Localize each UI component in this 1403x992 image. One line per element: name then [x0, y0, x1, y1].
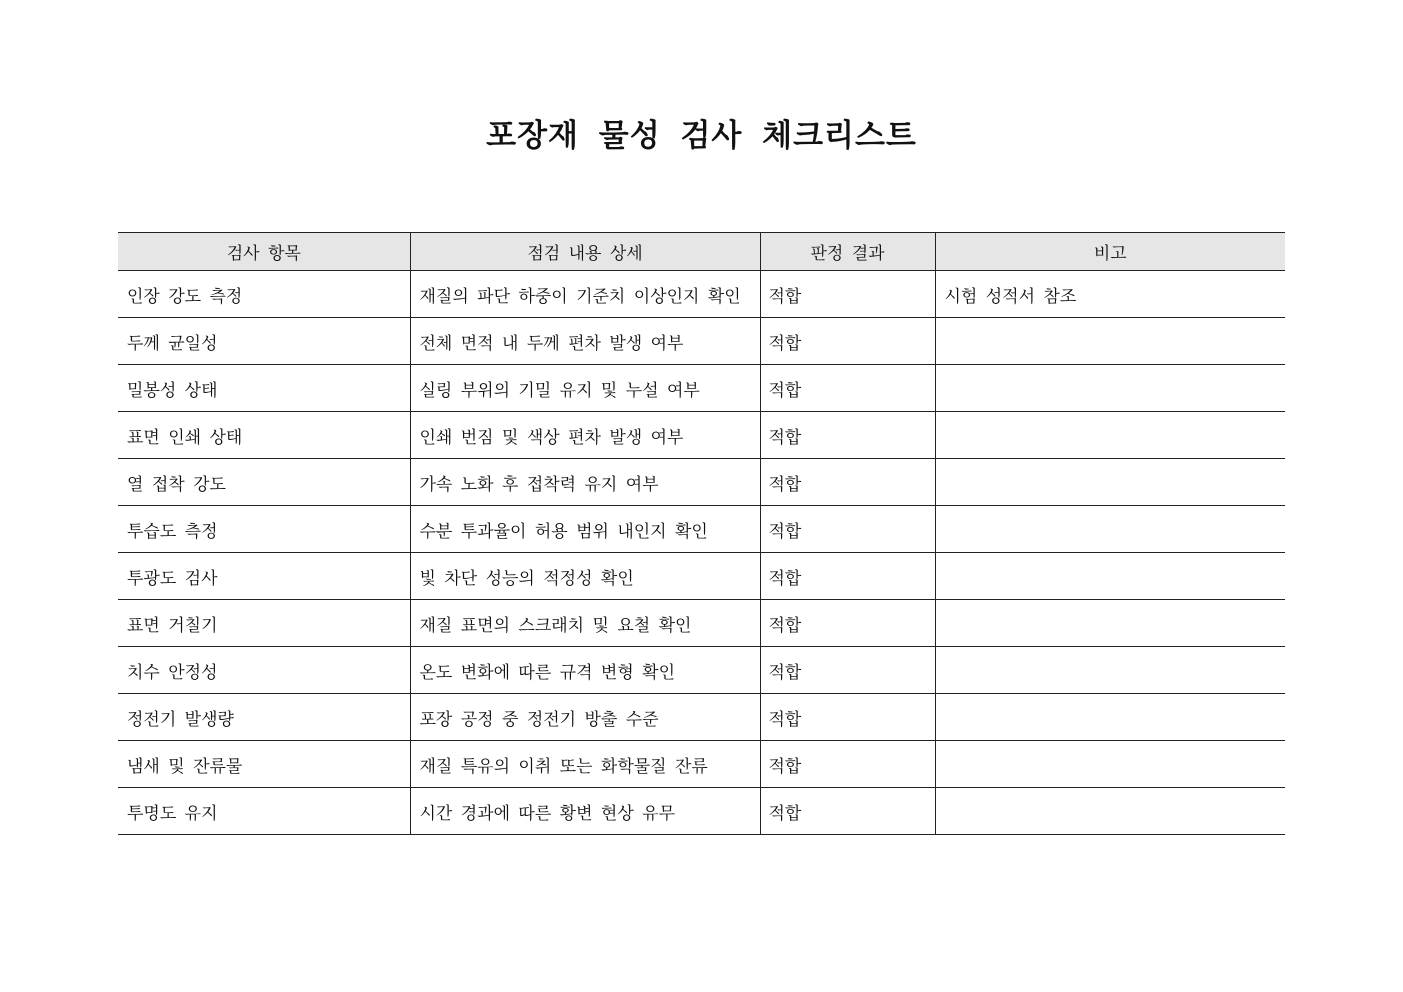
cell-detail: 빛 차단 성능의 적정성 확인	[410, 553, 760, 600]
cell-result: 적합	[760, 365, 935, 412]
table-row	[118, 318, 1285, 365]
cell-detail: 실링 부위의 기밀 유지 및 누설 여부	[410, 365, 760, 412]
header-note: 비고	[935, 233, 1285, 271]
cell-note	[935, 694, 1285, 741]
cell-detail: 재질의 파단 하중이 기준치 이상인지 확인	[410, 271, 760, 318]
cell-result: 적합	[760, 647, 935, 694]
cell-result: 적합	[760, 318, 935, 365]
cell-detail: 재질 특유의 이취 또는 화학물질 잔류	[410, 741, 760, 788]
cell-detail: 전체 면적 내 두께 편차 발생 여부	[410, 318, 760, 365]
cell-detail: 수분 투과율이 허용 범위 내인지 확인	[410, 506, 760, 553]
table-row	[118, 647, 1285, 694]
cell-note: 시험 성적서 참조	[935, 271, 1285, 318]
cell-note	[935, 788, 1285, 835]
table-header-row	[118, 233, 1285, 271]
cell-detail: 가속 노화 후 접착력 유지 여부	[410, 459, 760, 506]
cell-item: 투명도 유지	[118, 788, 410, 835]
cell-item: 표면 거칠기	[118, 600, 410, 647]
table-row	[118, 788, 1285, 835]
cell-result: 적합	[760, 741, 935, 788]
cell-item: 열 접착 강도	[118, 459, 410, 506]
cell-detail: 시간 경과에 따른 황변 현상 유무	[410, 788, 760, 835]
inspection-checklist-table	[118, 232, 1285, 835]
table-row	[118, 741, 1285, 788]
cell-item: 냄새 및 잔류물	[118, 741, 410, 788]
cell-note	[935, 647, 1285, 694]
cell-result: 적합	[760, 459, 935, 506]
cell-detail: 포장 공정 중 정전기 방출 수준	[410, 694, 760, 741]
cell-result: 적합	[760, 271, 935, 318]
cell-item: 투습도 측정	[118, 506, 410, 553]
cell-item: 표면 인쇄 상태	[118, 412, 410, 459]
table-row	[118, 506, 1285, 553]
cell-item: 인장 강도 측정	[118, 271, 410, 318]
cell-note	[935, 506, 1285, 553]
cell-item: 두께 균일성	[118, 318, 410, 365]
header-inspection-item: 검사 항목	[118, 233, 410, 271]
table-row	[118, 694, 1285, 741]
table-row	[118, 600, 1285, 647]
cell-result: 적합	[760, 694, 935, 741]
header-result: 판정 결과	[760, 233, 935, 271]
header-check-detail: 점검 내용 상세	[410, 233, 760, 271]
cell-item: 밀봉성 상태	[118, 365, 410, 412]
cell-note	[935, 365, 1285, 412]
cell-note	[935, 318, 1285, 365]
cell-note	[935, 600, 1285, 647]
cell-detail: 온도 변화에 따른 규격 변형 확인	[410, 647, 760, 694]
cell-item: 투광도 검사	[118, 553, 410, 600]
cell-item: 치수 안정성	[118, 647, 410, 694]
cell-result: 적합	[760, 600, 935, 647]
table-row	[118, 271, 1285, 318]
cell-note	[935, 553, 1285, 600]
table-row	[118, 459, 1285, 506]
page-title: 포장재 물성 검사 체크리스트	[486, 118, 917, 154]
cell-result: 적합	[760, 412, 935, 459]
cell-detail: 재질 표면의 스크래치 및 요철 확인	[410, 600, 760, 647]
table-row	[118, 365, 1285, 412]
cell-result: 적합	[760, 506, 935, 553]
cell-result: 적합	[760, 553, 935, 600]
table-row	[118, 553, 1285, 600]
cell-item: 정전기 발생량	[118, 694, 410, 741]
cell-note	[935, 459, 1285, 506]
cell-detail: 인쇄 번짐 및 색상 편차 발생 여부	[410, 412, 760, 459]
cell-result: 적합	[760, 788, 935, 835]
cell-note	[935, 412, 1285, 459]
cell-note	[935, 741, 1285, 788]
table-row	[118, 412, 1285, 459]
